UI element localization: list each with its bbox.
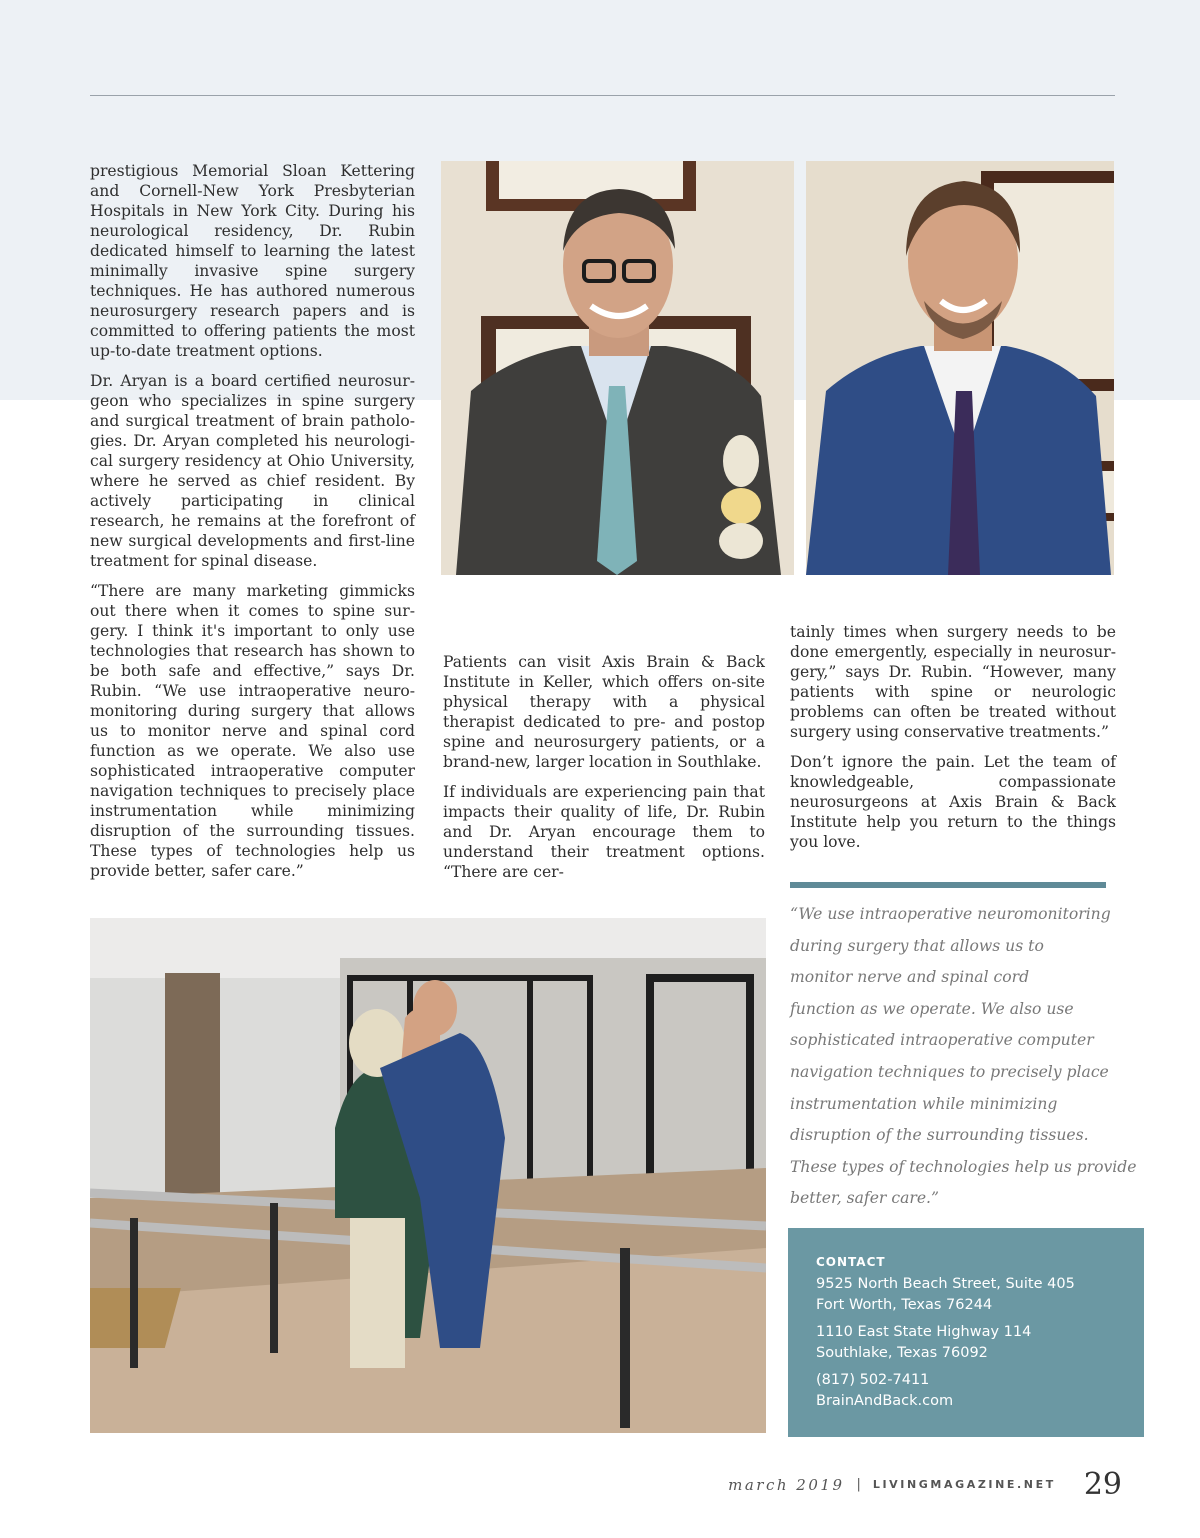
pull-quote-line: function as we operate. We also use xyxy=(790,999,1074,1018)
article-column-3 xyxy=(790,622,1116,862)
phone-number[interactable]: (817) 502-7411 xyxy=(816,1372,930,1388)
paragraph: If individuals are experiencing pain that impacts their quality of life, Dr. Rubin and Dr. Aryan encourage them to understand their treatment options. “There are cer- xyxy=(443,783,765,881)
photo-physical-therapy-gym-image xyxy=(90,918,766,1433)
pull-quote-line: better, safer care.” xyxy=(790,1189,939,1208)
pull-quote-line: monitor nerve and spinal cord xyxy=(790,968,1030,987)
address-fort-worth-street: 9525 North Beach Street, Suite 405 xyxy=(816,1276,1075,1292)
article-column-2 xyxy=(443,652,765,892)
paragraph: “There are many marketing gimmicks out there when it comes to spine surgery. I think it's important to only use technologies that research has shown to be both safe and effective,” says Dr. Rubin. “We use intraoperative neuromonitoring during surgery that allows us to monitor nerve and spinal cord function as we operate. We also use sophisticated intraoperative computer navigation techniques to precisely place instrumentation while minimizing disruption of the surrounding tissues. These types of technologies help us provide better, safer care.” xyxy=(90,582,415,880)
website-link[interactable]: BrainAndBack.com xyxy=(816,1393,954,1409)
paragraph: Patients can visit Axis Brain & Back Institute in Keller, which offers on-site physical therapy with a physical therapist dedicated to pre- and postop spine and neurosurgery patients, or a brand-new, larger location in Southlake. xyxy=(443,653,765,771)
paragraph: Don’t ignore the pain. Let the team of knowledgeable, compassionate neurosurgeons at Axis Brain & Back Institute help you return to the things you love. xyxy=(790,753,1116,851)
paragraph: tainly times when surgery needs to be done emergently, especially in neurosurgery,” says Dr. Rubin. “However, many patients with spine or neurologic problems can often be treated without surgery using conservative treatments.” xyxy=(790,623,1116,741)
pull-quote xyxy=(790,899,1137,1215)
top-divider-rule xyxy=(90,95,1115,96)
pull-quote-line: sophisticated intraoperative computer xyxy=(790,1031,1094,1050)
pull-quote-line: navigation techniques to precisely place xyxy=(790,1062,1109,1081)
contact-heading: CONTACT xyxy=(816,1255,886,1269)
pull-quote-line: during surgery that allows us to xyxy=(790,936,1044,955)
address-southlake-city: Southlake, Texas 76092 xyxy=(816,1345,988,1361)
article-column-1 xyxy=(90,161,415,891)
pull-quote-line: instrumentation while minimizing xyxy=(790,1094,1058,1113)
pull-quote-line: “We use intraoperative neuromonitoring xyxy=(790,905,1111,923)
contact-box xyxy=(788,1228,1144,1437)
photo-dr-aryan xyxy=(806,161,1114,575)
photo-dr-aryan-image xyxy=(806,161,1114,575)
magazine-website[interactable]: LIVINGMAGAZINE.NET xyxy=(872,1478,1056,1491)
address-fort-worth-city: Fort Worth, Texas 76244 xyxy=(816,1297,993,1313)
pull-quote-line: disruption of the surrounding tissues. xyxy=(790,1126,1089,1145)
page-footer xyxy=(728,1467,1122,1502)
pull-quote-line: These types of technologies help us provide xyxy=(790,1157,1137,1176)
photo-dr-rubin-image xyxy=(441,161,794,575)
page-number: 29 xyxy=(1083,1467,1122,1502)
paragraph: Dr. Aryan is a board certified neurosurgeon who specializes in spine surgery and surgical treatment of brain pathologies. Dr. Aryan completed his neurological surgery residency at Ohio University, where he served as chief resident. By actively participating in clinical research, he remains at the forefront of new surgical developments and first-line treatment for spinal disease. xyxy=(90,372,415,570)
pull-quote-accent-rule xyxy=(790,882,1106,888)
address-southlake-street: 1110 East State Highway 114 xyxy=(816,1324,1032,1340)
paragraph: prestigious Memorial Sloan Kettering and Cornell-New York Presbyterian Hospitals in New York City. During his neurological residency, Dr. Rubin dedicated himself to learning the latest minimally invasive spine surgery techniques. He has authored numerous neurosurgery research papers and is committed to offering patients the most up-to-date treatment options. xyxy=(90,162,415,360)
photo-dr-rubin xyxy=(441,161,794,575)
photo-physical-therapy-gym xyxy=(90,918,766,1433)
footer-separator: | xyxy=(856,1477,861,1492)
issue-date: march 2019 xyxy=(728,1475,845,1494)
